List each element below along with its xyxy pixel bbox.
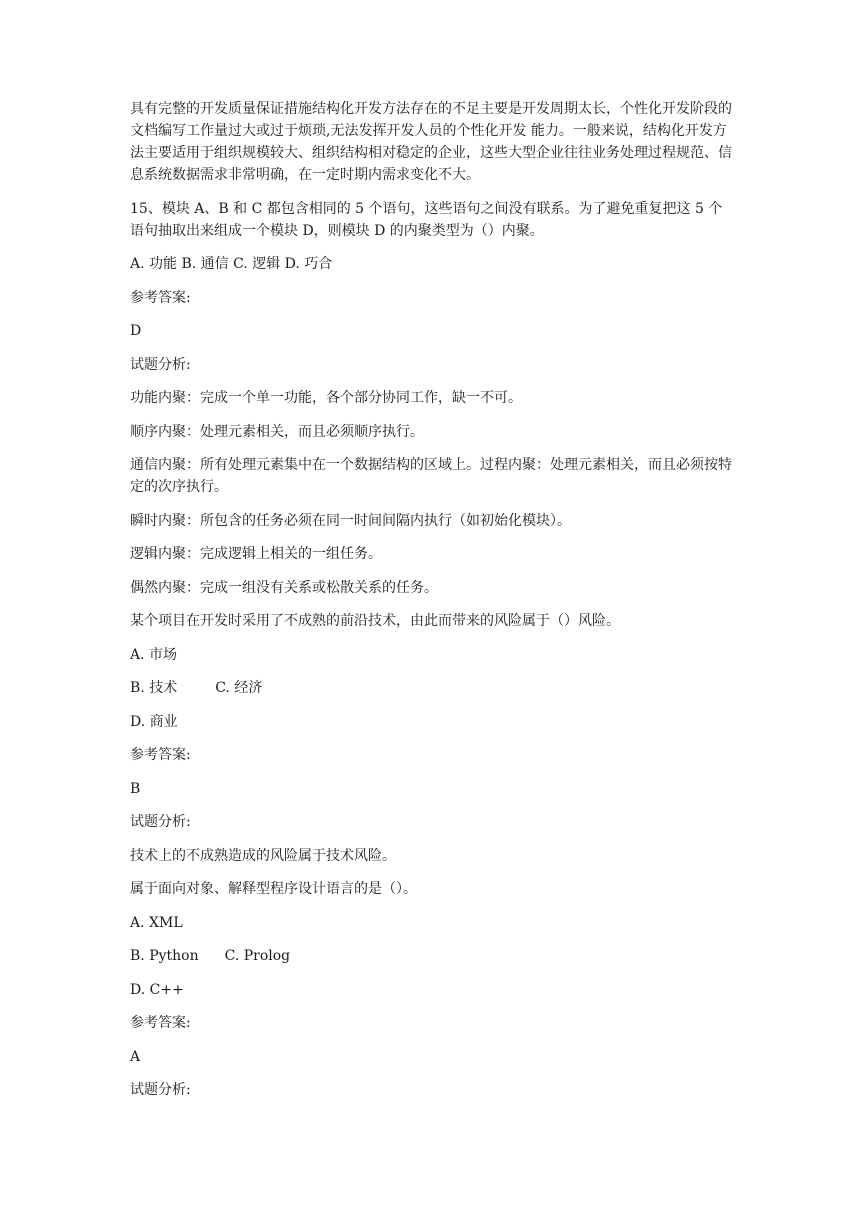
q17-options-bc bbox=[130, 945, 736, 967]
q17-answer-label: 参考答案: bbox=[130, 1015, 191, 1031]
q16-option-a: A. 市场 bbox=[130, 646, 178, 663]
document-page bbox=[130, 98, 736, 1113]
q16-question: 某个项目在开发时采用了不成熟的前沿技术，由此而带来的风险属于（）风险。 bbox=[130, 613, 620, 629]
q16-analysis: 技术上的不成熟造成的风险属于技术风险。 bbox=[130, 847, 396, 864]
q17-analysis-label: 试题分析: bbox=[130, 1082, 191, 1098]
q17-option-d: D. C++ bbox=[130, 981, 184, 998]
q16-answer: B bbox=[130, 780, 141, 797]
q16-answer-label: 参考答案: bbox=[130, 747, 191, 763]
q15-answer-label: 参考答案: bbox=[130, 289, 191, 306]
q15-analysis-line: 顺序内聚：处理元素相关，而且必须顺序执行。 bbox=[130, 423, 424, 440]
q15-answer: D bbox=[130, 323, 142, 339]
q15-options: A. 功能 B. 通信 C. 逻辑 D. 巧合 bbox=[130, 256, 333, 272]
q15-analysis-label: 试题分析: bbox=[130, 356, 191, 373]
q15-analysis-line: 逻辑内聚：完成逻辑上相关的一组任务。 bbox=[130, 546, 382, 562]
q15-analysis-line: 偶然内聚：完成一组没有关系或松散关系的任务。 bbox=[130, 579, 438, 596]
intro-paragraph: 具有完整的开发质量保证措施结构化开发方法存在的不足主要是开发周期太长，个性化开发阶段的文档编写工作量过大或过于烦琐,无法发挥开发人员的个性化开发 能力。一般来说，结构化开发方法主要适用于组织规模较大、组织结构相对稳定的企业，这些大型企业往往业务处理过程规范、信息系统数据需求非常明确，在一定时期内需求变化不大。 bbox=[130, 101, 732, 183]
q17-question: 属于面向对象、解释型程序设计语言的是（）。 bbox=[130, 881, 417, 897]
q16-options-bc bbox=[130, 677, 736, 699]
q16-option-d: D. 商业 bbox=[130, 713, 178, 730]
q17-option-a: A. XML bbox=[130, 914, 183, 931]
q15-analysis-line: 通信内聚：所有处理元素集中在一个数据结构的区域上。过程内聚：处理元素相关，而且必须按特定的次序执行。 bbox=[130, 457, 732, 495]
q17-option-b: B. Python bbox=[130, 948, 199, 964]
q15-question: 15、模块 A、B 和 C 都包含相同的 5 个语句，这些语句之间没有联系。为了避免重复把这 5 个语句抽取出来组成一个模块 D，则模块 D 的内聚类型为（）内聚。 bbox=[130, 200, 723, 239]
q15-analysis-line: 功能内聚：完成一个单一功能，各个部分协同工作，缺一不可。 bbox=[130, 390, 522, 406]
q16-analysis-label: 试题分析: bbox=[130, 814, 191, 830]
q17-answer: A bbox=[130, 1048, 141, 1065]
q17-option-c: C. Prolog bbox=[224, 948, 291, 964]
q16-option-c: C. 经济 bbox=[215, 680, 263, 696]
q16-option-b: B. 技术 bbox=[130, 680, 178, 696]
q15-analysis-line: 瞬时内聚：所包含的任务必须在同一时间间隔内执行（如初始化模块）。 bbox=[130, 512, 571, 529]
